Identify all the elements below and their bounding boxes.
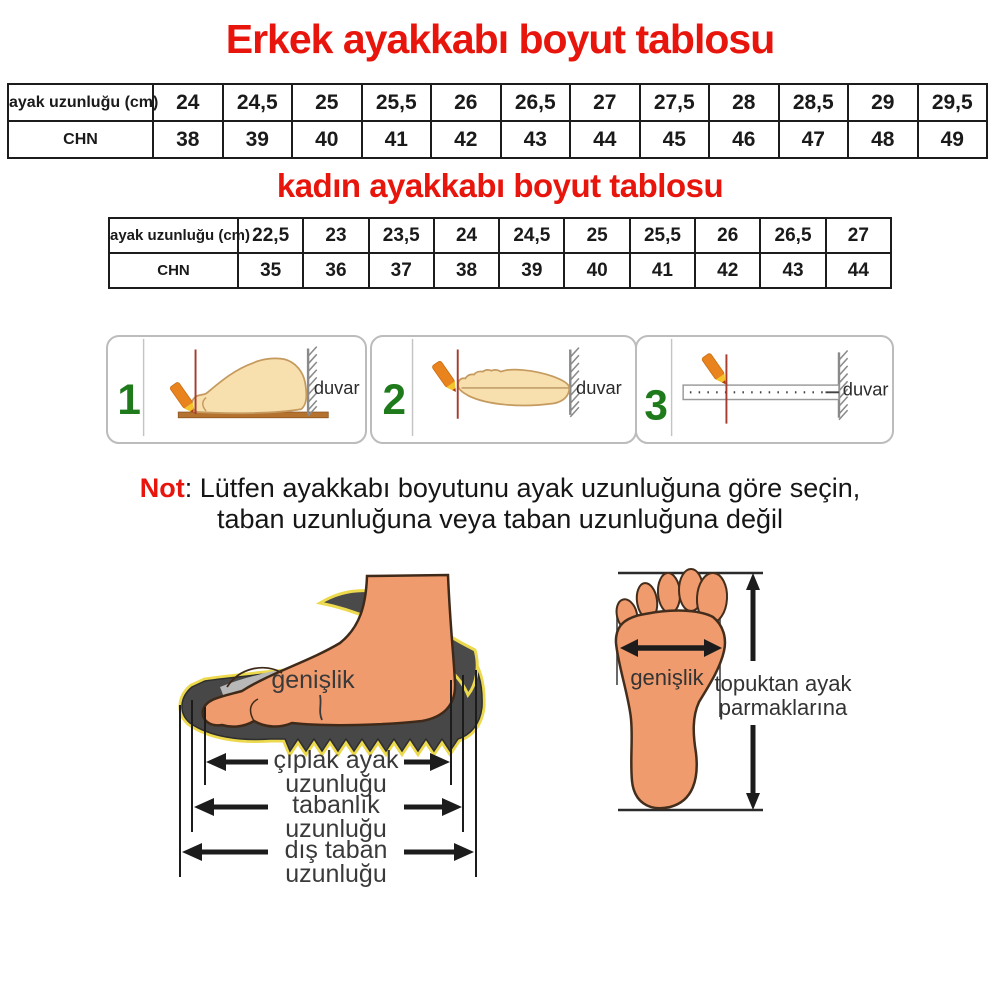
size-cell: 48 <box>848 121 918 158</box>
women-size-table <box>108 217 892 289</box>
size-cell: 29,5 <box>918 84 988 121</box>
size-cell: 39 <box>499 253 564 288</box>
size-cell: 29 <box>848 84 918 121</box>
size-cell: 25 <box>292 84 362 121</box>
footprint-icon <box>616 611 725 809</box>
size-cell: 37 <box>369 253 434 288</box>
outsole-length-measure <box>182 836 474 887</box>
size-cell: 23 <box>303 218 368 253</box>
size-cell: 23,5 <box>369 218 434 253</box>
women-table-title: kadın ayakkabı boyut tablosu <box>276 167 724 204</box>
row-label: ayak uzunluğu (cm) <box>8 84 153 121</box>
row-label: CHN <box>109 253 238 288</box>
heel-to-toe-measure <box>715 573 853 810</box>
svg-text:tabanlık: tabanlık <box>292 791 380 819</box>
note-line-1: Not: Lütfen ayakkabı boyutunu ayak uzunluğuna göre seçin, <box>139 473 861 503</box>
size-cell: 27,5 <box>640 84 710 121</box>
wall-label: duvar <box>576 376 622 398</box>
svg-text:uzunluğu: uzunluğu <box>285 770 387 798</box>
size-cell: 24,5 <box>499 218 564 253</box>
size-cell: 38 <box>153 121 223 158</box>
size-cell: 40 <box>564 253 629 288</box>
size-cell: 25,5 <box>630 218 695 253</box>
step-1-illustration <box>108 337 361 438</box>
size-cell: 41 <box>362 121 432 158</box>
measure-step-3-panel <box>635 335 894 444</box>
size-cell: 43 <box>501 121 571 158</box>
size-cell: 25 <box>564 218 629 253</box>
row-label: ayak uzunluğu (cm) <box>109 218 238 253</box>
step-number: 3 <box>644 381 668 429</box>
table-row <box>8 84 987 121</box>
svg-text:uzunluğu: uzunluğu <box>285 860 387 887</box>
svg-text:dış taban: dış taban <box>284 836 388 864</box>
footprint-diagram <box>600 555 880 855</box>
size-cell: 28,5 <box>779 84 849 121</box>
row-label: CHN <box>8 121 153 158</box>
size-cell: 28 <box>709 84 779 121</box>
size-cell: 40 <box>292 121 362 158</box>
size-cell: 26 <box>695 218 760 253</box>
step-2-illustration <box>372 337 631 438</box>
size-cell: 24,5 <box>223 84 293 121</box>
table-row <box>8 121 987 158</box>
height-label-line1: topuktan ayak <box>714 671 852 696</box>
size-cell: 44 <box>570 121 640 158</box>
size-cell: 49 <box>918 121 988 158</box>
table-row <box>109 253 891 288</box>
men-table-title: Erkek ayakkabı boyut tablosu <box>225 16 775 62</box>
size-cell: 26 <box>431 84 501 121</box>
size-cell: 47 <box>779 121 849 158</box>
size-cell: 44 <box>826 253 891 288</box>
size-cell: 24 <box>434 218 499 253</box>
size-cell: 42 <box>431 121 501 158</box>
size-cell: 38 <box>434 253 499 288</box>
svg-text:uzunluğu: uzunluğu <box>285 815 387 843</box>
size-cell: 39 <box>223 121 293 158</box>
note-line-2: taban uzunluğuna veya taban uzunluğuna değil <box>217 504 783 534</box>
note-prefix: Not <box>139 473 185 503</box>
size-cell: 41 <box>630 253 695 288</box>
size-cell: 27 <box>570 84 640 121</box>
size-cell: 35 <box>238 253 303 288</box>
size-cell: 22,5 <box>238 218 303 253</box>
size-cell: 27 <box>826 218 891 253</box>
wall-label: duvar <box>313 376 360 398</box>
size-cell: 45 <box>640 121 710 158</box>
foot-length-diagram <box>170 555 500 887</box>
size-cell: 26,5 <box>501 84 571 121</box>
size-cell: 42 <box>695 253 760 288</box>
height-label-line2: parmaklarına <box>718 695 848 720</box>
size-cell: 36 <box>303 253 368 288</box>
men-size-table <box>7 83 988 159</box>
pencil-icon <box>432 360 461 394</box>
size-cell: 43 <box>760 253 825 288</box>
wall-label: duvar <box>842 378 889 400</box>
size-cell: 26,5 <box>760 218 825 253</box>
width-label: genişlik <box>630 665 704 690</box>
size-cell: 25,5 <box>362 84 432 121</box>
width-label: genişlik <box>271 666 355 694</box>
measure-step-2-panel <box>370 335 637 444</box>
size-cell: 24 <box>153 84 223 121</box>
step-3-illustration <box>637 337 888 438</box>
foot-side-icon <box>192 358 306 413</box>
step-number: 1 <box>117 375 141 423</box>
svg-text:çıplak ayak: çıplak ayak <box>273 746 399 774</box>
size-cell: 46 <box>709 121 779 158</box>
note-text <box>0 473 1000 535</box>
table-row <box>109 218 891 253</box>
measure-step-1-panel <box>106 335 367 444</box>
step-number: 2 <box>382 375 407 423</box>
